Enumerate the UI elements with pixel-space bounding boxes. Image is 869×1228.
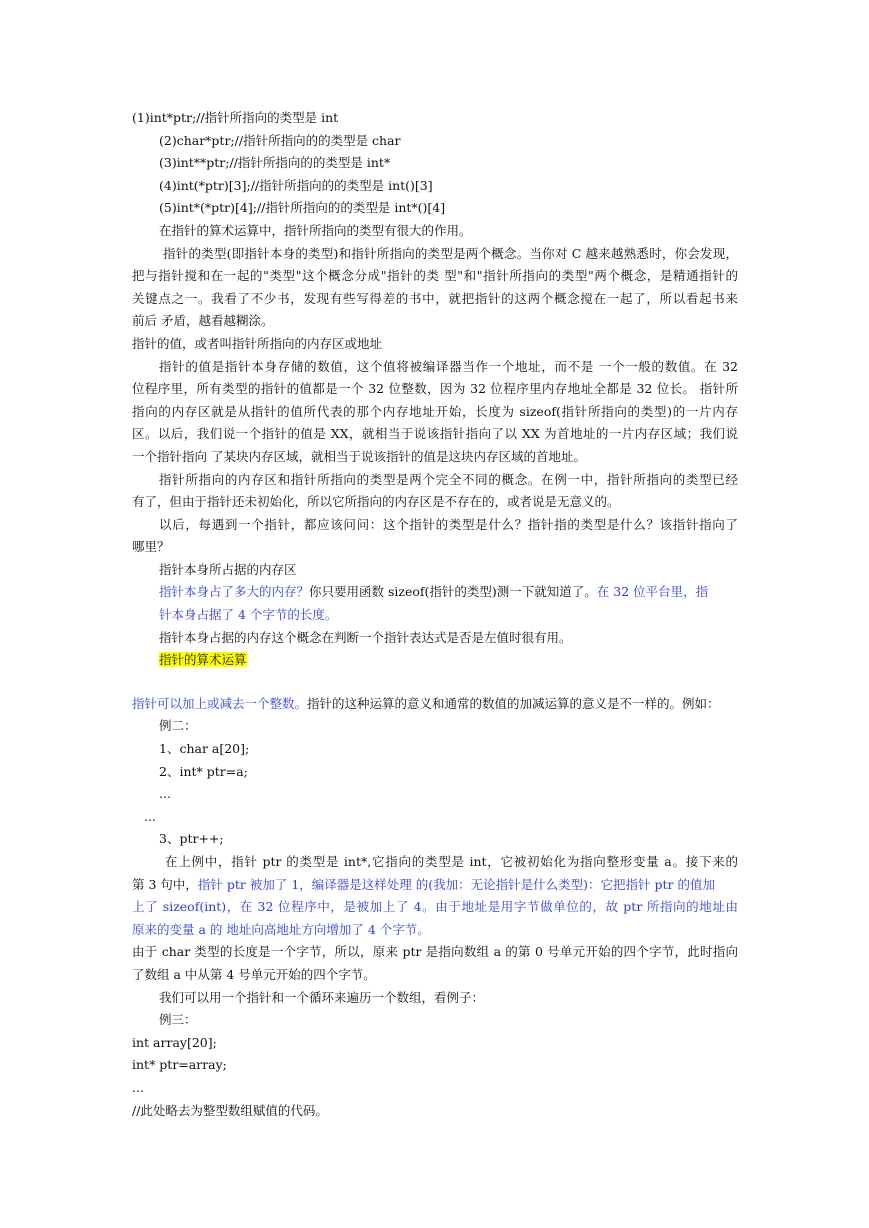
text-line: 我们可以用一个指针和一个循环来遍历一个数组，看例子： xyxy=(159,989,485,1005)
text-line: 了数组 a 中从第 4 号单元开始的四个字节。 xyxy=(132,966,376,982)
blue-text: 指针本身占了多大的内存？ xyxy=(159,584,310,600)
section-heading: 指针本身所占据的内存区 xyxy=(159,561,297,577)
text-line: (5)int*(*ptr)[4];//指针所指向的的类型是 int*()[4] xyxy=(159,200,446,216)
code-line: 1、char a[20]; xyxy=(159,741,250,757)
code-comment: //此处略去为整型数组赋值的代码。 xyxy=(132,1102,328,1118)
text-line xyxy=(132,693,738,716)
text-line xyxy=(159,581,765,604)
blue-text: 在 32 位平台里，指 xyxy=(596,584,709,600)
text-line: (2)char*ptr;//指针所指向的的类型是 char xyxy=(159,132,401,148)
text-line: 有了，但由于指针还未初始化，所以它所指向的内存区是不存在的，或者说是无意义的。 xyxy=(132,494,620,510)
text-line: 在上例中，指针 ptr 的类型是 int*,它指向的类型是 int，它被初始化为指向整形变量 a。接下来的 xyxy=(165,854,738,869)
text-line: 一个指针指向 了某块内存区域，就相当于说该指针的值是这块内存区域的首地址。 xyxy=(132,448,586,464)
blue-text: 指针 ptr 被加了 1，编译器是这样处理 的(我加：无论指针是什么类型)：它把指针 ptr 的值加 xyxy=(197,876,715,892)
blue-text-line: 上了 sizeof(int)，在 32 位程序中，是被加上了 4。由于地址是用字节做单位的，故 ptr 所指向的地址由 xyxy=(132,899,738,915)
blue-text-line: 原来的变量 a 的 地址向高地址方向增加了 4 个字节。 xyxy=(132,921,430,937)
text-line: 在指针的算术运算中，指针所指向的类型有很大的作用。 xyxy=(159,222,472,238)
text-line: 由于 char 类型的长度是一个字节，所以，原来 ptr 是指向数组 a 的第 0 号单元开始的四个字节，此时指向 xyxy=(132,944,738,960)
text-line xyxy=(132,874,738,897)
example-label: 例三： xyxy=(159,1012,197,1028)
code-line: int* ptr=array; xyxy=(132,1057,227,1073)
text-line: 指向的内存区就是从指针的值所代表的那个内存地址开始，长度为 sizeof(指针所指向的类型)的一片内存 xyxy=(132,403,738,419)
text-line: 指针所指向的内存区和指针所指向的类型是两个完全不同的概念。在例一中，指针所指向的类型已经 xyxy=(159,471,738,487)
text-line: 以后，每遇到一个指针，都应该问问：这个指针的类型是什么？指针指的类型是什么？该指针指向了 xyxy=(159,516,738,532)
code-line: int array[20]; xyxy=(132,1034,217,1050)
text-span: 你只要用函数 sizeof(指针的类型)测一下就知道了。 xyxy=(309,584,597,600)
text-line: 哪里？ xyxy=(132,539,170,555)
text-line: 区。以后，我们说一个指针的值是 XX，就相当于说该指针指向了以 XX 为首地址的一片内存区域；我们说 xyxy=(132,426,738,442)
code-line: ... xyxy=(159,786,171,802)
blue-text-line: 针本身占据了 4 个字节的长度。 xyxy=(159,607,338,623)
text-line: (1)int*ptr;//指针所指向的类型是 int xyxy=(132,110,339,125)
text-line: 指针的类型(即指针本身的类型)和指针所指向的类型是两个概念。当你对 C 越来越熟悉时，你会发现， xyxy=(163,245,738,261)
text-span: 指针的这种运算的意义和通常的数值的加减运算的意义是不一样的。例如： xyxy=(307,695,720,711)
blue-text: 指针可以加上或减去一个整数。 xyxy=(132,695,308,711)
text-line: 把与指针搅和在一起的"类型"这个概念分成"指针的类 型"和"指针所指向的类型"两个概念，是精通指针的 xyxy=(132,268,738,284)
text-line: (4)int(*ptr)[3];//指针所指向的的类型是 int()[3] xyxy=(159,177,433,193)
section-heading xyxy=(159,649,765,672)
text-line: 前后 矛盾，越看越糊涂。 xyxy=(132,313,274,329)
code-line: 2、int* ptr=a; xyxy=(159,763,248,779)
text-span: 第 3 句中， xyxy=(132,876,198,892)
text-line: 关键点之一。我看了不少书，发现有些写得差的书中，就把指针的这两个概念搅在一起了，所以看起书来 xyxy=(132,290,738,306)
example-label: 例二： xyxy=(159,718,197,734)
code-line: 3、ptr++; xyxy=(159,831,224,847)
code-line: ... xyxy=(144,808,156,824)
code-line: ... xyxy=(132,1079,144,1095)
document-body xyxy=(132,107,738,1122)
text-line: 指针本身占据的内存这个概念在判断一个指针表达式是否是左值时很有用。 xyxy=(159,629,572,645)
text-line: (3)int**ptr;//指针所指向的的类型是 int* xyxy=(159,155,391,171)
highlighted-heading: 指针的算术运算 xyxy=(159,652,247,668)
text-line: 位程序里，所有类型的指针的值都是一个 32 位整数，因为 32 位程序里内存地址全都是 32 位长。 指针所 xyxy=(132,381,738,397)
text-line: 指针的值是指针本身存储的数值，这个值将被编译器当作一个地址，而不是 一个一般的数值。在 32 xyxy=(159,358,738,374)
blank-line xyxy=(132,672,738,693)
section-heading: 指针的值，或者叫指针所指向的内存区或地址 xyxy=(132,335,383,351)
